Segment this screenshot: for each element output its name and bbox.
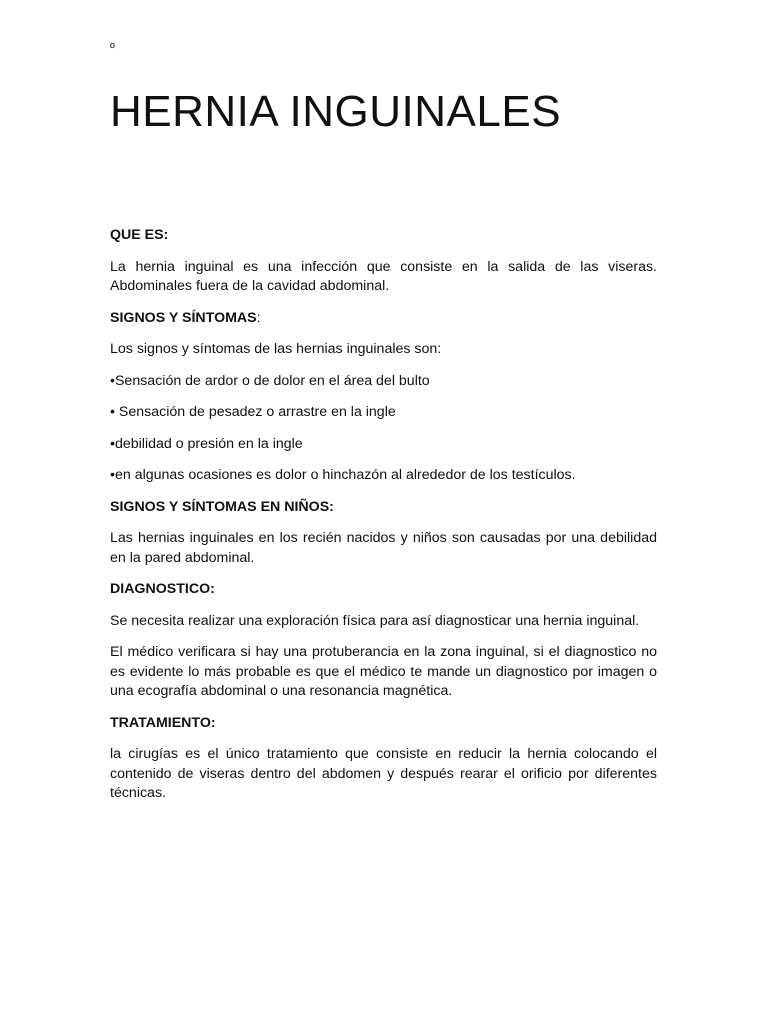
paragraph-diagnostico-2: El médico verificara si hay una protuberancia en la zona inguinal, si el diagnostico no es evidente lo más probable es que el médico te mande un diagnostico por imagen o una ecografía abdominal o una resonancia magnética.: [110, 644, 657, 699]
section-heading-tratamiento: TRATAMIENTO:: [110, 714, 216, 731]
list-item: •Sensación de ardor o de dolor en el área del bulto: [110, 372, 430, 389]
section-heading-que-es: QUE ES:: [110, 227, 169, 243]
paragraph-que-es: La hernia inguinal es una infección que consiste en la salida de las viseras. Abdominales fuera de la cavidad abdominal.: [110, 258, 657, 294]
paragraph-diagnostico-1: Se necesita realizar una exploración física para así diagnosticar una hernia inguinal.: [110, 612, 640, 629]
list-item: • Sensación de pesadez o arrastre en la ingle: [110, 404, 396, 420]
section-heading-signos-text: SIGNOS Y SÍNTOMAS: [110, 309, 257, 326]
paragraph-tratamiento: la cirugías es el único tratamiento que consiste en reducir la hernia colocando el contenido de viseras dentro del abdomen y después rearar el orificio por diferentes técnicas.: [110, 746, 657, 801]
section-heading-signos: [110, 309, 657, 329]
paragraph-signos-intro: Los signos y síntomas de las hernias inguinales son:: [110, 341, 442, 357]
list-item: •en algunas ocasiones es dolor o hinchazón al alrededor de los testículos.: [110, 467, 576, 483]
section-heading-signos-ninos: SIGNOS Y SÍNTOMAS EN NIÑOS:: [110, 498, 334, 515]
paragraph-signos-ninos: Las hernias inguinales en los recién nacidos y niños son causadas por una debilidad en la pared abdominal.: [110, 530, 657, 566]
section-heading-diagnostico: DIAGNOSTICO:: [110, 581, 215, 597]
ordinal-marker: º: [110, 40, 115, 55]
page-title: HERNIA INGUINALES: [110, 87, 562, 136]
list-item: •debilidad o presión en la ingle: [110, 435, 303, 452]
document-body: [110, 226, 657, 816]
section-heading-signos-colon: :: [256, 309, 261, 326]
